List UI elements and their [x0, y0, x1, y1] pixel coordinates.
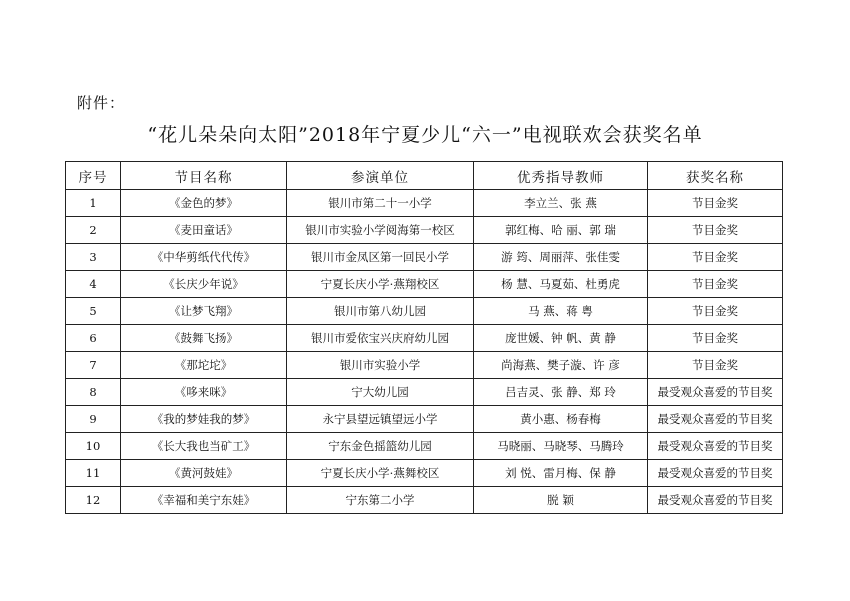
- cell-index: 8: [66, 379, 121, 406]
- header-index: 序号: [66, 162, 121, 190]
- cell-teachers: 庞世媛、钟 帆、黄 静: [474, 325, 648, 352]
- cell-teachers: 游 筠、周丽萍、张佳雯: [474, 244, 648, 271]
- cell-award: 节目金奖: [648, 271, 783, 298]
- header-program: 节目名称: [121, 162, 287, 190]
- table-row: [66, 325, 783, 352]
- table-row: [66, 217, 783, 244]
- table-row: [66, 379, 783, 406]
- cell-teachers: 刘 悦、雷月梅、保 静: [474, 460, 648, 487]
- cell-award: 节目金奖: [648, 190, 783, 217]
- cell-unit: 永宁县望远镇望远小学: [287, 406, 474, 433]
- cell-award: 节目金奖: [648, 325, 783, 352]
- cell-unit: 银川市实验小学: [287, 352, 474, 379]
- attachment-label: 附件：: [77, 94, 126, 112]
- table-row: [66, 190, 783, 217]
- header-award: 获奖名称: [648, 162, 783, 190]
- cell-index: 9: [66, 406, 121, 433]
- cell-index: 10: [66, 433, 121, 460]
- table-row: [66, 352, 783, 379]
- cell-teachers: 马 燕、蒋 粤: [474, 298, 648, 325]
- cell-award: 节目金奖: [648, 244, 783, 271]
- table-header-row: [66, 162, 783, 190]
- cell-program: 《长大我也当矿工》: [121, 433, 287, 460]
- cell-index: 5: [66, 298, 121, 325]
- cell-award: 节目金奖: [648, 217, 783, 244]
- cell-unit: 银川市实验小学阅海第一校区: [287, 217, 474, 244]
- cell-index: 11: [66, 460, 121, 487]
- cell-award: 最受观众喜爱的节目奖: [648, 433, 783, 460]
- cell-index: 7: [66, 352, 121, 379]
- cell-teachers: 黄小惠、杨春梅: [474, 406, 648, 433]
- cell-teachers: 杨 慧、马夏茹、杜勇虎: [474, 271, 648, 298]
- cell-teachers: 脱 颖: [474, 487, 648, 514]
- table-row: [66, 460, 783, 487]
- cell-award: 最受观众喜爱的节目奖: [648, 406, 783, 433]
- cell-index: 1: [66, 190, 121, 217]
- header-unit: 参演单位: [287, 162, 474, 190]
- cell-award: 节目金奖: [648, 352, 783, 379]
- table-row: [66, 433, 783, 460]
- table-row: [66, 298, 783, 325]
- cell-teachers: 李立兰、张 燕: [474, 190, 648, 217]
- cell-teachers: 马晓丽、马晓琴、马腾玲: [474, 433, 648, 460]
- cell-program: 《金色的梦》: [121, 190, 287, 217]
- table-row: [66, 406, 783, 433]
- cell-program: 《幸福和美宁东娃》: [121, 487, 287, 514]
- cell-teachers: 吕吉灵、张 静、郑 玲: [474, 379, 648, 406]
- cell-unit: 银川市金凤区第一回民小学: [287, 244, 474, 271]
- cell-unit: 宁夏长庆小学·燕翔校区: [287, 271, 474, 298]
- cell-program: 《黄河鼓娃》: [121, 460, 287, 487]
- cell-teachers: 尚海燕、樊子漩、许 彦: [474, 352, 648, 379]
- cell-award: 节目金奖: [648, 298, 783, 325]
- cell-unit: 银川市第二十一小学: [287, 190, 474, 217]
- document-title: “花儿朵朵向太阳”2018年宁夏少儿“六一”电视联欢会获奖名单: [147, 124, 703, 146]
- cell-unit: 宁东第二小学: [287, 487, 474, 514]
- cell-program: 《鼓舞飞扬》: [121, 325, 287, 352]
- cell-program: 《我的梦娃我的梦》: [121, 406, 287, 433]
- table-row: [66, 244, 783, 271]
- cell-index: 12: [66, 487, 121, 514]
- cell-program: 《中华剪纸代代传》: [121, 244, 287, 271]
- cell-program: 《让梦飞翔》: [121, 298, 287, 325]
- cell-unit: 宁东金色摇篮幼儿园: [287, 433, 474, 460]
- cell-program: 《那坨坨》: [121, 352, 287, 379]
- cell-program: 《长庆少年说》: [121, 271, 287, 298]
- cell-unit: 银川市爱依宝兴庆府幼儿园: [287, 325, 474, 352]
- cell-program: 《哆来咪》: [121, 379, 287, 406]
- cell-index: 3: [66, 244, 121, 271]
- header-teachers: 优秀指导教师: [474, 162, 648, 190]
- cell-award: 最受观众喜爱的节目奖: [648, 379, 783, 406]
- cell-unit: 宁夏长庆小学·燕舞校区: [287, 460, 474, 487]
- awards-table: [65, 161, 783, 514]
- table-row: [66, 271, 783, 298]
- cell-unit: 银川市第八幼儿园: [287, 298, 474, 325]
- cell-program: 《麦田童话》: [121, 217, 287, 244]
- cell-teachers: 郭红梅、哈 丽、郭 瑞: [474, 217, 648, 244]
- cell-index: 6: [66, 325, 121, 352]
- cell-award: 最受观众喜爱的节目奖: [648, 487, 783, 514]
- cell-index: 2: [66, 217, 121, 244]
- cell-award: 最受观众喜爱的节目奖: [648, 460, 783, 487]
- cell-index: 4: [66, 271, 121, 298]
- table-row: [66, 487, 783, 514]
- cell-unit: 宁大幼儿园: [287, 379, 474, 406]
